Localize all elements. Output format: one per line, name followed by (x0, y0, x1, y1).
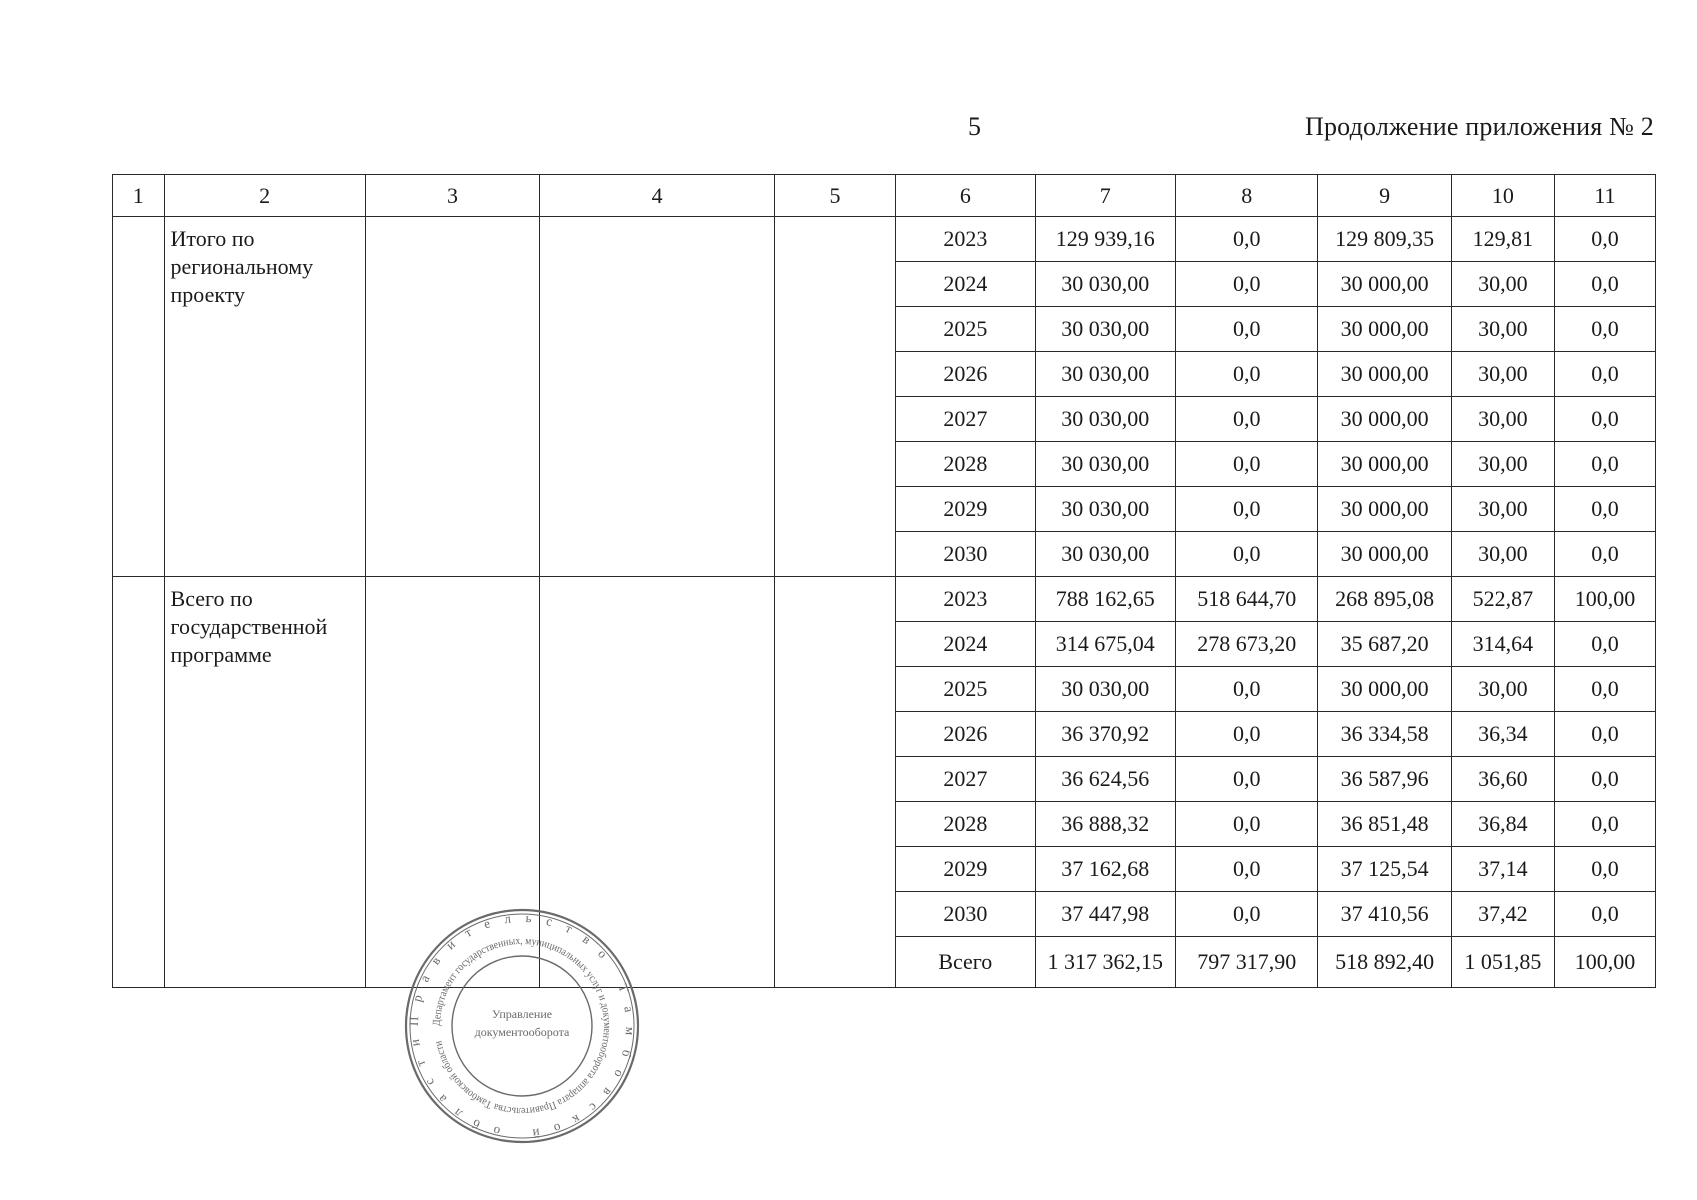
local-budget-cell: 30,00 (1451, 307, 1554, 352)
federal-budget-cell: 0,0 (1175, 397, 1317, 442)
stamp-center-line-1: Управление (491, 1007, 553, 1021)
total-amount-cell: 788 162,65 (1035, 577, 1175, 622)
column-number: 2 (164, 175, 365, 217)
group-label-cell: Итого по региональному проекту (164, 217, 365, 577)
participant-cell (540, 217, 774, 577)
stamp-center-line-2: документооборота (474, 1025, 570, 1039)
year-cell: 2029 (896, 847, 1035, 892)
year-cell: 2030 (896, 532, 1035, 577)
year-cell: 2027 (896, 397, 1035, 442)
local-budget-cell: 37,14 (1451, 847, 1554, 892)
federal-budget-cell: 0,0 (1175, 892, 1317, 937)
extrabudgetary-cell: 0,0 (1554, 352, 1655, 397)
regional-budget-cell: 36 851,48 (1318, 802, 1451, 847)
total-amount-cell: 30 030,00 (1035, 352, 1175, 397)
local-budget-cell: 30,00 (1451, 397, 1554, 442)
column-number: 1 (113, 175, 165, 217)
column-number: 10 (1451, 175, 1554, 217)
extrabudgetary-cell: 100,00 (1554, 577, 1655, 622)
federal-budget-cell: 0,0 (1175, 217, 1317, 262)
local-budget-cell: 522,87 (1451, 577, 1554, 622)
column-number: 11 (1554, 175, 1655, 217)
year-cell: 2028 (896, 802, 1035, 847)
regional-budget-cell: 30 000,00 (1318, 262, 1451, 307)
extrabudgetary-cell: 0,0 (1554, 892, 1655, 937)
extrabudgetary-cell: 0,0 (1554, 217, 1655, 262)
federal-budget-cell: 0,0 (1175, 307, 1317, 352)
stamp-middle-ring-text: Департамент государственных, муниципальных услуг и документооборота аппарата Правительства Тамбовской области (430, 934, 614, 1118)
extrabudgetary-cell: 0,0 (1554, 622, 1655, 667)
regional-budget-cell: 37 410,56 (1318, 892, 1451, 937)
extrabudgetary-cell: 0,0 (1554, 487, 1655, 532)
regional-budget-cell: 36 587,96 (1318, 757, 1451, 802)
regional-budget-cell: 37 125,54 (1318, 847, 1451, 892)
extrabudgetary-cell: 0,0 (1554, 442, 1655, 487)
regional-budget-cell: 518 892,40 (1318, 937, 1451, 988)
official-stamp-seal (404, 908, 640, 1144)
total-amount-cell: 30 030,00 (1035, 667, 1175, 712)
regional-budget-cell: 30 000,00 (1318, 667, 1451, 712)
extrabudgetary-cell: 0,0 (1554, 262, 1655, 307)
local-budget-cell: 1 051,85 (1451, 937, 1554, 988)
year-cell: 2026 (896, 352, 1035, 397)
responsible-cell (365, 217, 540, 577)
local-budget-cell: 30,00 (1451, 532, 1554, 577)
column-number: 4 (540, 175, 774, 217)
year-cell: 2024 (896, 262, 1035, 307)
year-cell: 2027 (896, 757, 1035, 802)
year-cell: 2023 (896, 577, 1035, 622)
regional-budget-cell: 30 000,00 (1318, 442, 1451, 487)
total-amount-cell: 30 030,00 (1035, 262, 1175, 307)
column-number: 3 (365, 175, 540, 217)
year-cell: 2026 (896, 712, 1035, 757)
federal-budget-cell: 0,0 (1175, 487, 1317, 532)
extrabudgetary-cell: 0,0 (1554, 757, 1655, 802)
extrabudgetary-cell: 0,0 (1554, 532, 1655, 577)
column-number: 9 (1318, 175, 1451, 217)
column-number: 6 (896, 175, 1035, 217)
federal-budget-cell: 797 317,90 (1175, 937, 1317, 988)
regional-budget-cell: 30 000,00 (1318, 532, 1451, 577)
stamp-outer-ring-text: Правительство Тамбовской области (405, 910, 639, 1142)
regional-budget-cell: 36 334,58 (1318, 712, 1451, 757)
local-budget-cell: 36,84 (1451, 802, 1554, 847)
total-amount-cell: 30 030,00 (1035, 532, 1175, 577)
federal-budget-cell: 0,0 (1175, 802, 1317, 847)
column-number: 7 (1035, 175, 1175, 217)
extrabudgetary-cell: 0,0 (1554, 847, 1655, 892)
page-number: 5 (968, 112, 981, 141)
row-number-cell (113, 217, 165, 577)
year-cell: 2030 (896, 892, 1035, 937)
local-budget-cell: 37,42 (1451, 892, 1554, 937)
total-amount-cell: 36 888,32 (1035, 802, 1175, 847)
code-cell (774, 577, 895, 988)
local-budget-cell: 36,60 (1451, 757, 1554, 802)
federal-budget-cell: 0,0 (1175, 352, 1317, 397)
total-amount-cell: 1 317 362,15 (1035, 937, 1175, 988)
local-budget-cell: 314,64 (1451, 622, 1554, 667)
total-amount-cell: 37 447,98 (1035, 892, 1175, 937)
group-label-cell: Всего по государственной программе (164, 577, 365, 988)
total-amount-cell: 30 030,00 (1035, 307, 1175, 352)
total-amount-cell: 36 370,92 (1035, 712, 1175, 757)
table-row (113, 217, 1656, 262)
total-amount-cell: 37 162,68 (1035, 847, 1175, 892)
table-row (113, 577, 1656, 622)
year-cell: Всего (896, 937, 1035, 988)
total-amount-cell: 30 030,00 (1035, 442, 1175, 487)
local-budget-cell: 30,00 (1451, 352, 1554, 397)
row-number-cell (113, 577, 165, 988)
year-cell: 2025 (896, 307, 1035, 352)
column-number: 5 (774, 175, 895, 217)
year-cell: 2025 (896, 667, 1035, 712)
federal-budget-cell: 0,0 (1175, 262, 1317, 307)
year-cell: 2028 (896, 442, 1035, 487)
regional-budget-cell: 268 895,08 (1318, 577, 1451, 622)
year-cell: 2024 (896, 622, 1035, 667)
total-amount-cell: 129 939,16 (1035, 217, 1175, 262)
federal-budget-cell: 0,0 (1175, 667, 1317, 712)
federal-budget-cell: 0,0 (1175, 442, 1317, 487)
local-budget-cell: 30,00 (1451, 487, 1554, 532)
regional-budget-cell: 35 687,20 (1318, 622, 1451, 667)
federal-budget-cell: 518 644,70 (1175, 577, 1317, 622)
extrabudgetary-cell: 0,0 (1554, 397, 1655, 442)
local-budget-cell: 129,81 (1451, 217, 1554, 262)
column-number: 8 (1175, 175, 1317, 217)
federal-budget-cell: 0,0 (1175, 847, 1317, 892)
column-number-row (113, 175, 1656, 217)
year-cell: 2029 (896, 487, 1035, 532)
regional-budget-cell: 30 000,00 (1318, 487, 1451, 532)
year-cell: 2023 (896, 217, 1035, 262)
federal-budget-cell: 0,0 (1175, 757, 1317, 802)
total-amount-cell: 30 030,00 (1035, 397, 1175, 442)
total-amount-cell: 36 624,56 (1035, 757, 1175, 802)
local-budget-cell: 30,00 (1451, 667, 1554, 712)
federal-budget-cell: 0,0 (1175, 532, 1317, 577)
extrabudgetary-cell: 0,0 (1554, 712, 1655, 757)
local-budget-cell: 30,00 (1451, 442, 1554, 487)
local-budget-cell: 30,00 (1451, 262, 1554, 307)
total-amount-cell: 30 030,00 (1035, 487, 1175, 532)
code-cell (774, 217, 895, 577)
total-amount-cell: 314 675,04 (1035, 622, 1175, 667)
federal-budget-cell: 278 673,20 (1175, 622, 1317, 667)
local-budget-cell: 36,34 (1451, 712, 1554, 757)
federal-budget-cell: 0,0 (1175, 712, 1317, 757)
appendix-continuation-title: Продолжение приложения № 2 (1304, 112, 1654, 141)
extrabudgetary-cell: 0,0 (1554, 667, 1655, 712)
budget-table (112, 174, 1656, 988)
regional-budget-cell: 30 000,00 (1318, 307, 1451, 352)
table-body (113, 175, 1656, 988)
extrabudgetary-cell: 0,0 (1554, 307, 1655, 352)
regional-budget-cell: 30 000,00 (1318, 397, 1451, 442)
regional-budget-cell: 129 809,35 (1318, 217, 1451, 262)
regional-budget-cell: 30 000,00 (1318, 352, 1451, 397)
extrabudgetary-cell: 0,0 (1554, 802, 1655, 847)
extrabudgetary-cell: 100,00 (1554, 937, 1655, 988)
